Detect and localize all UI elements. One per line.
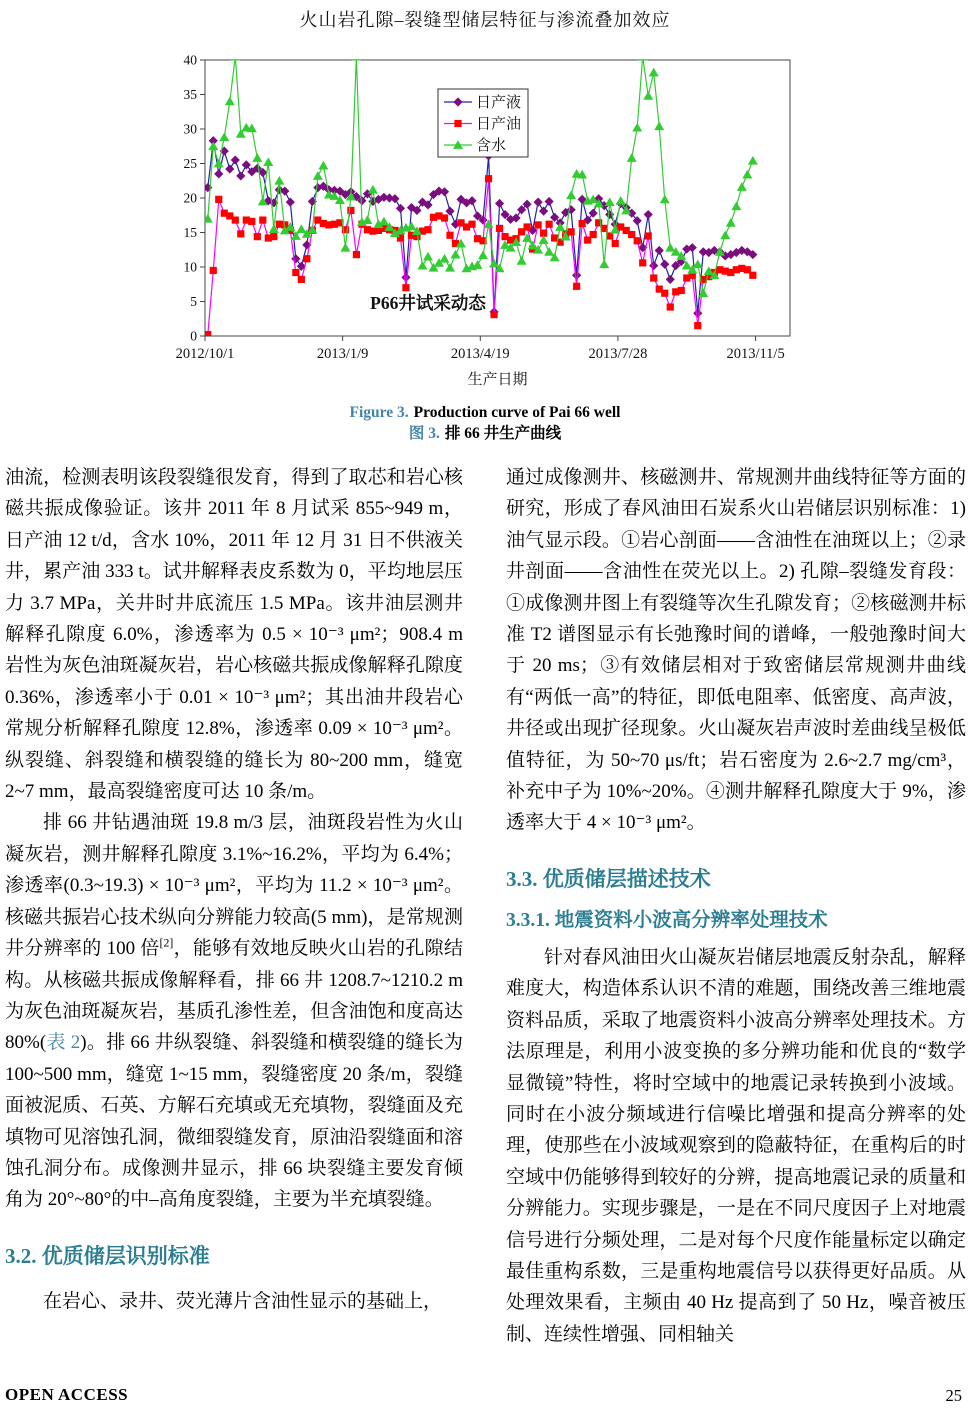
svg-text:日产油: 日产油 (476, 116, 522, 133)
figure-caption-zh-text: 排 66 井生产曲线 (444, 425, 562, 442)
svg-text:2013/4/19: 2013/4/19 (450, 346, 510, 362)
open-access-label: OPEN ACCESS (5, 1385, 129, 1404)
svg-text:2012/10/1: 2012/10/1 (175, 346, 235, 362)
y-axis (184, 53, 206, 344)
svg-text:日产液: 日产液 (476, 95, 522, 111)
svg-text:2013/11/5: 2013/11/5 (726, 346, 785, 362)
chart-legend (438, 89, 528, 157)
figure-caption-zh (0, 423, 970, 444)
reference-2-link[interactable]: [2] (159, 936, 174, 950)
right-paragraph-1: 通过成像测井、核磁测井、常规测井曲线特征等方面的研究，形成了春风油田石炭系火山岩储层识别标准：1) 油气显示段。①岩心剖面——含油性在油斑以上；②录井剖面——含油性在荧光以上。2) 孔隙–裂缝发育段：①成像测井图上有裂缝等次生孔隙发育；②核磁测井标准 T2 谱图显示有长弛豫时间的谱峰，一般弛豫时间大于 20 ms；③有效储层相对于致密储层常规测井曲线有“两低一高”的特征，即低电阻率、低密度、高声波，井径或出现扩径现象。火山凝灰岩声波时差曲线呈极低值特征，为 50~70 μs/ft；岩石密度为 2.6~2.7 mg/cm³，补充中子为 10%~20%。④测井解释孔隙度大于 9%，渗透率大于 4 × 10⁻³ μm²。 (506, 467, 966, 834)
x-axis (176, 336, 785, 388)
left-paragraph-2-text-c: )。排 66 井纵裂缝、斜裂缝和横裂缝的缝长为 100~500 mm，缝宽 1~15 mm，裂缝密度 20 条/m，裂缝面被泥质、石英、方解石充填或无充填物，裂缝面及充填物可见溶蚀孔洞，微细裂缝发育，原油沿裂缝面和溶蚀孔洞分布。成像测井显示，排 66 块裂缝主要发育倾角为 20°~80°的中–高角度裂缝，主要为半充填裂缝。 (5, 1032, 463, 1211)
figure-caption-en-text: Production curve of Pai 66 well (413, 404, 621, 421)
svg-text:35: 35 (183, 87, 197, 102)
left-paragraph-1: 油流，检测表明该段裂缝很发育，得到了取芯和岩心核磁共振成像验证。该井 2011 年 8 月试采 855~949 m，日产油 12 t/d，含水 10%，2011 年 12 月 31 日不供液关井，累产油 333 t。试井解释表皮系数为 0，平均地层压力 3.7 MPa，关井时井底流压 1.5 MPa。该井油层测井解释孔隙度 6.0%，渗透率为 0.5 × 10⁻³ μm²；908.4 m 岩性为灰色油斑凝灰岩，岩心核磁共振成像解释孔隙度 0.36%，渗透率小于 0.01 × 10⁻³ μm²；其出油井段岩心常规分析解释孔隙度 12.8%，渗透率 0.09 × 10⁻³ μm²。纵裂缝、斜裂缝和横裂缝的缝长为 80~200 mm，缝宽 2~7 mm，最高裂缝密度可达 10 条/m。 (5, 467, 463, 803)
right-paragraph-2: 针对春风油田火山凝灰岩储层地震反射杂乱，解释难度大，构造体系认识不清的难题，围绕改善三维地震资料品质，采取了地震资料小波高分辨率处理技术。方法原理是，利用小波变换的多分辨功能和优良的“数学显微镜”特性，将时空域中的地震记录转换到小波域。同时在小波分频域进行信噪比增强和提高分辨率的处理，使那些在小波域观察到的隐蔽特征，在重构后的时空域中仍能够得到较好的分辨，提高地震记录的质量和分辨能力。实现步骤是，一是在不同尺度因子上对地震信号进行分频处理，二是对每个尺度作能量标定以确定最佳重构系数，三是重构地震信号以获得更好品质。从处理效果看，主频由 40 Hz 提高到了 50 Hz，噪音被压制、连续性增强、同相轴关 (506, 946, 966, 1345)
table-2-link[interactable]: 表 2 (46, 1032, 81, 1054)
page-number: 25 (945, 1386, 962, 1405)
x-axis-title: 生产日期 (467, 372, 528, 388)
section-heading-3-3-1: 3.3.1. 地震资料小波高分辨率处理技术 (506, 909, 828, 931)
figure-caption-en (0, 402, 970, 423)
figure-caption (0, 402, 970, 444)
section-heading-3-2: 3.2. 优质储层识别标准 (5, 1243, 210, 1268)
left-paragraph-2 (5, 807, 463, 1215)
chart-inline-title: P66井试采动态 (370, 292, 486, 313)
svg-text:0: 0 (190, 328, 197, 344)
svg-text:2013/7/28: 2013/7/28 (588, 346, 648, 362)
svg-text:30: 30 (183, 121, 197, 137)
svg-text:含水: 含水 (476, 138, 507, 154)
svg-text:10: 10 (183, 259, 197, 275)
svg-text:20: 20 (183, 190, 197, 206)
production-chart (155, 52, 815, 397)
svg-text:40: 40 (183, 52, 197, 68)
left-paragraph-2-text-b: ，能够有效地反映火山岩的孔隙结构。从核磁共振成像解释看，排 66 井 1208.7~1210.2 m 为灰色油斑凝灰岩，基质孔渗性差，但含油饱和度高达 80%( (5, 938, 463, 1054)
section-heading-3-3: 3.3. 优质储层描述技术 (506, 866, 711, 891)
svg-text:15: 15 (183, 225, 197, 240)
production-chart-svg (155, 52, 815, 397)
svg-text:2013/1/9: 2013/1/9 (316, 346, 369, 362)
page-title: 火山岩孔隙–裂缝型储层特征与渗流叠加效应 (299, 10, 671, 30)
left-paragraph-3: 在岩心、录井、荧光薄片含油性显示的基础上， (43, 1290, 443, 1312)
svg-text:25: 25 (183, 156, 197, 171)
left-paragraph-2-text-a: 排 66 井钻遇油斑 19.8 m/3 层，油斑段岩性为火山凝灰岩，测井解释孔隙度 3.1%~16.2%，平均为 6.4%；渗透率(0.3~19.3) × 10⁻³ μm²，平均为 11.2 × 10⁻³ μm²。核磁共振岩心技术纵向分辨能力较高(5 mm)，是常规测井分辨率的 100 倍 (5, 812, 463, 960)
figure-caption-en-label: Figure 3. (349, 404, 409, 421)
right-column (506, 462, 966, 1350)
left-column (5, 462, 463, 1317)
svg-text:5: 5 (190, 294, 197, 309)
figure-caption-zh-label: 图 3. (408, 425, 440, 442)
